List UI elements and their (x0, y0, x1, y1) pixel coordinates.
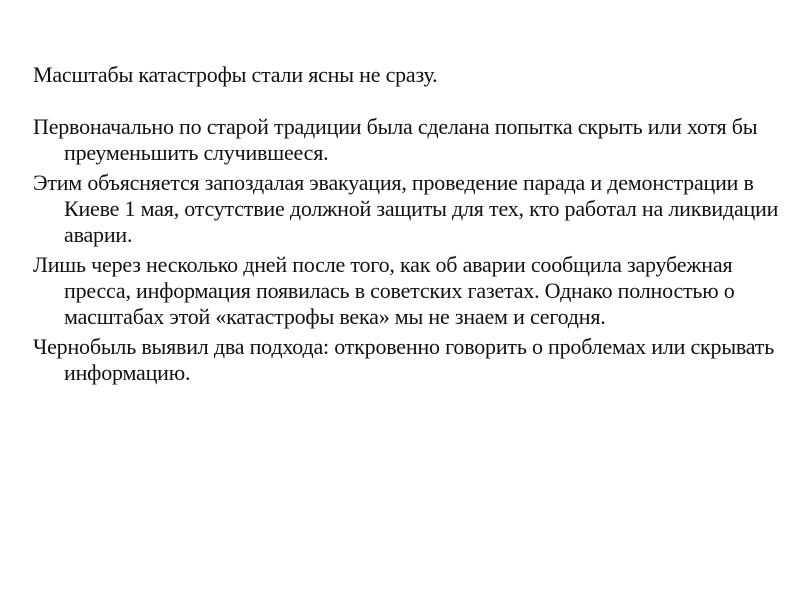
paragraph-evacuation: Этим объясняется запоздалая эвакуация, проведение парада и демонстрации в Киеве 1 мая, отсутствие должной защиты для тех, кто работал на ликвидации аварии. (33, 170, 779, 247)
paragraph-intro: Масштабы катастрофы стали ясны не сразу. (33, 62, 438, 87)
paragraph-concealment: Первоначально по старой традиции была сделана попытка скрыть или хотя бы преуменьшить случившееся. (33, 114, 758, 165)
paragraph-conclusion: Чернобыль выявил два подхода: откровенно говорить о проблемах или скрывать информацию. (33, 334, 775, 385)
slide-text-block (33, 62, 795, 386)
paragraph-press: Лишь через несколько дней после того, как об аварии сообщила зарубежная пресса, информация появилась в советских газетах. Однако полностью о масштабах этой «катастрофы века» мы не знаем и сегодня. (33, 252, 735, 329)
